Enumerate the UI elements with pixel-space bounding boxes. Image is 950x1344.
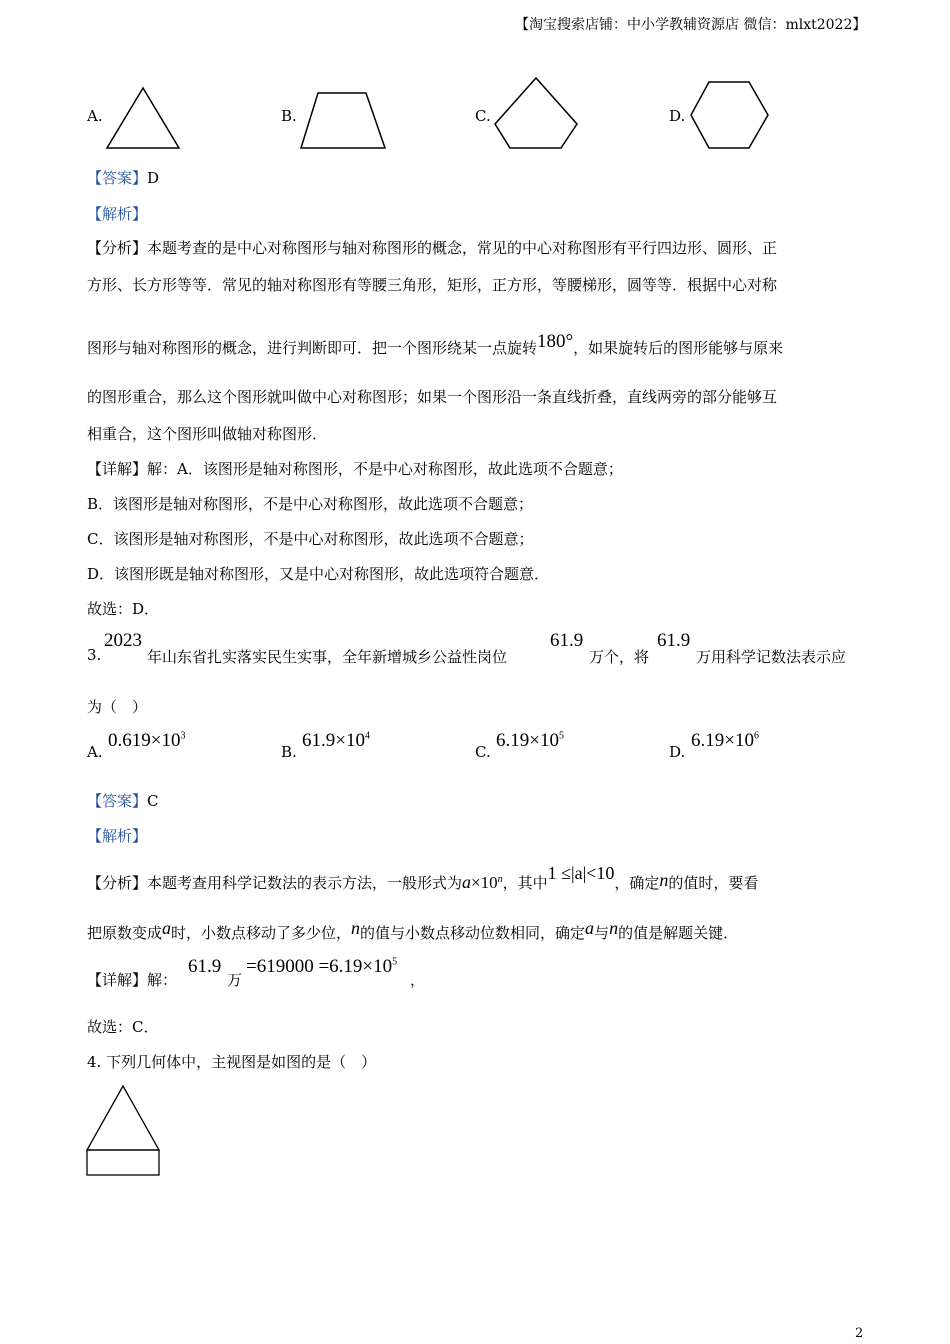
q2-analysis-line4: 的图形重合，那么这个图形就叫做中心对称图形；如果一个图形沿一条直线折叠，直线两旁的部分能够互 bbox=[87, 388, 778, 406]
q3-option-c-value: $6.19\times 10^5$ bbox=[496, 730, 564, 751]
q3-option-c-label: C. bbox=[475, 743, 491, 761]
analysis-tag: 【解析】 bbox=[87, 827, 148, 845]
option-a-label: A. bbox=[87, 107, 103, 125]
hexagon-figure bbox=[689, 80, 771, 150]
answer-value: C bbox=[147, 792, 159, 810]
q2-detail-line1: 【详解】解：A．该图形是轴对称图形，不是中心对称图形，故此选项不合题意； bbox=[87, 460, 623, 478]
q2-detail-line4: D．该图形既是轴对称图形，又是中心对称图形，故此选项符合题意． bbox=[87, 565, 550, 583]
answer-value: D bbox=[147, 169, 160, 187]
q2-analysis-line5: 相重合，这个图形叫做轴对称图形． bbox=[87, 425, 328, 443]
q2-analysis-line2: 方形、长方形等等．常见的轴对称图形有等腰三角形，矩形，正方形，等腰梯形，圆等等．根据中心对称 bbox=[87, 276, 778, 294]
q3-text4: 为（ ） bbox=[87, 698, 148, 716]
option-b-label: B. bbox=[281, 107, 297, 125]
q3-value1: 61.9 bbox=[550, 630, 584, 651]
q3-option-d-value: $6.19\times 10^6$ bbox=[691, 730, 759, 751]
q3-detail-tag: 【详解】解： bbox=[87, 971, 178, 989]
q2-analysis-line1: 【分析】本题考查的是中心对称图形与轴对称图形的概念，常见的中心对称图形有平行四边形、圆形、正 bbox=[87, 239, 778, 257]
q2-detail-line2: B．该图形是轴对称图形，不是中心对称图形，故此选项不合题意； bbox=[87, 495, 534, 513]
q3-detail-end: ， bbox=[410, 971, 426, 989]
q3-option-a-label: A. bbox=[87, 743, 103, 761]
q3-option-b-label: B. bbox=[281, 743, 297, 761]
q3-analysis-line1: 【分析】本题考查用科学记数法的表示方法，一般形式为$a\times 10^n$，其中1 ≤|a|<10，确定n的值时，要看 bbox=[87, 863, 759, 892]
q3-option-a-value: $0.619\times 10^3$ bbox=[108, 730, 186, 751]
q3-detail-unit: 万 bbox=[227, 971, 243, 989]
analysis-tag: 【解析】 bbox=[87, 205, 148, 223]
page-header: 【淘宝搜索店铺：中小学教辅资源店 微信：mlxt2022】 bbox=[515, 17, 867, 33]
q3-choose: 故选：C． bbox=[87, 1018, 159, 1036]
answer-tag: 【答案】 bbox=[87, 792, 148, 810]
q4-stem: 4. 下列几何体中，主视图是如图的是（ ） bbox=[87, 1053, 377, 1071]
q3-detail-equation: $=619000 =6.19\times 10^5$ bbox=[246, 956, 398, 977]
q3-text1: 年山东省扎实落实民生实事，全年新增城乡公益性岗位 bbox=[147, 648, 508, 666]
front-view-figure bbox=[85, 1084, 163, 1178]
pentagon-figure bbox=[493, 76, 579, 150]
q2-detail-line3: C．该图形是轴对称图形，不是中心对称图形，故此选项不合题意； bbox=[87, 530, 534, 548]
q2-choose: 故选：D． bbox=[87, 600, 160, 618]
q3-option-d-label: D. bbox=[669, 743, 686, 761]
q2-analysis-line3: 图形与轴对称图形的概念，进行判断即可．把一个图形绕某一点旋转180°，如果旋转后的图形能够与原来 bbox=[87, 331, 784, 357]
q3-number: 3. bbox=[87, 646, 102, 664]
q2-answer bbox=[87, 167, 159, 188]
q3-value2: 61.9 bbox=[657, 630, 691, 651]
q3-text3: 万用科学记数法表示应 bbox=[696, 648, 847, 666]
q3-year: 2023 bbox=[104, 630, 142, 651]
page-number: 2 bbox=[855, 1326, 864, 1341]
option-c-label: C. bbox=[475, 107, 491, 125]
option-d-label: D. bbox=[669, 107, 686, 125]
trapezoid-figure bbox=[298, 91, 388, 150]
rotation-angle: 180° bbox=[537, 331, 574, 352]
triangle-figure bbox=[105, 86, 181, 150]
q3-analysis-line2: 把原数变成a时，小数点移动了多少位，n的值与小数点移动位数相同，确定a与n的值是解题关键． bbox=[87, 918, 739, 942]
q3-detail-value: 61.9 bbox=[188, 956, 222, 977]
q3-option-b-value: $61.9\times 10^4$ bbox=[302, 730, 370, 751]
q3-answer bbox=[87, 790, 159, 811]
q3-text2: 万个，将 bbox=[589, 648, 650, 666]
answer-tag: 【答案】 bbox=[87, 169, 148, 187]
